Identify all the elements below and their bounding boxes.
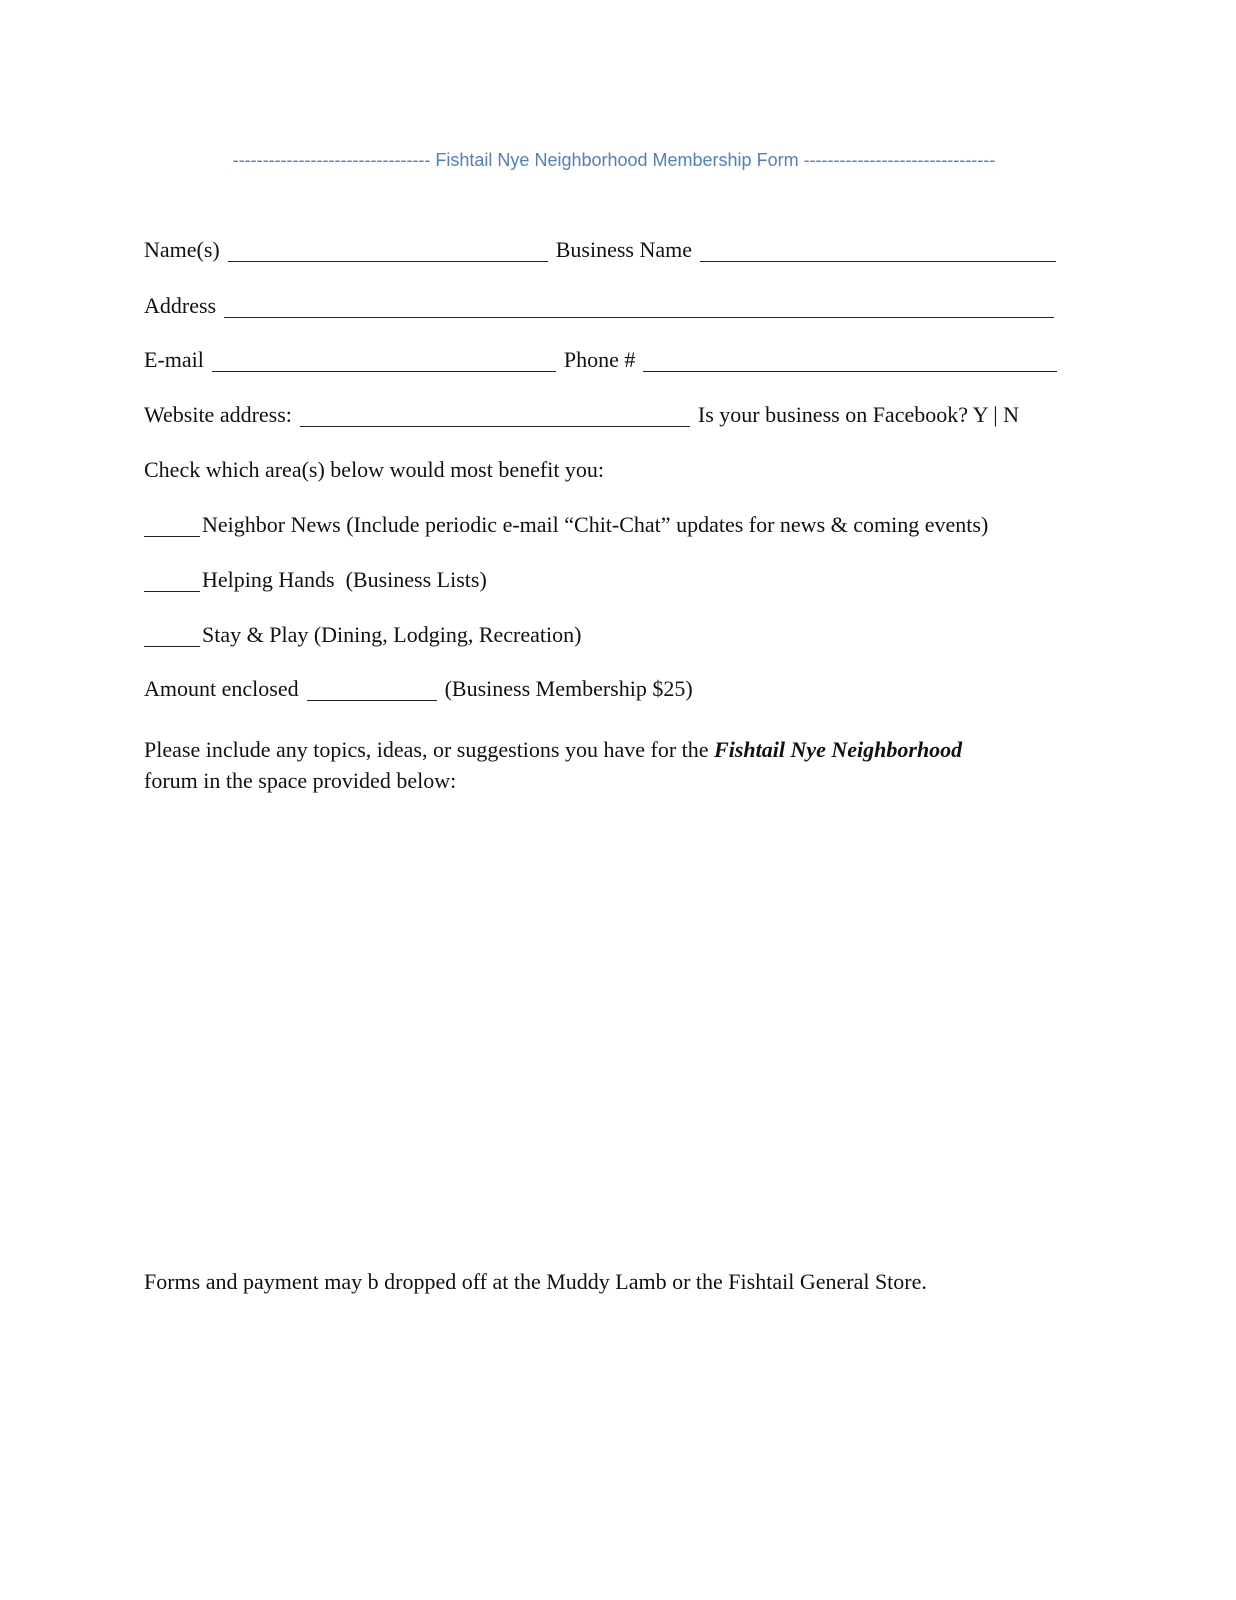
amount-field[interactable]: [307, 680, 437, 701]
form-title: --------------------------------- Fishtail Nye Neighborhood Membership Form --------------------------------: [232, 150, 996, 170]
phone-field[interactable]: [643, 351, 1057, 372]
website-row: [144, 401, 1090, 429]
business-name-field[interactable]: [700, 241, 1056, 262]
option-helping-hands: [144, 566, 1090, 594]
business-name-label: Business Name: [555, 237, 693, 262]
check-intro-row: [144, 456, 1090, 484]
email-field[interactable]: [212, 351, 556, 372]
footer-row: [144, 1268, 1090, 1296]
option-neighbor-news: [144, 511, 1090, 539]
amount-row: [144, 675, 1090, 703]
option-label: Stay & Play (Dining, Lodging, Recreation): [202, 622, 582, 647]
facebook-question[interactable]: Is your business on Facebook? Y | N: [697, 402, 1020, 427]
amount-label: Amount enclosed: [144, 676, 299, 701]
check-intro: Check which area(s) below would most benefit you:: [144, 457, 605, 482]
suggestions-instructions: [144, 734, 1076, 796]
contact-row: [144, 346, 1090, 374]
suggestions-text-after: forum in the space provided below:: [144, 768, 457, 793]
names-field[interactable]: [228, 241, 548, 262]
amount-note: (Business Membership $25): [444, 676, 693, 701]
suggestions-space[interactable]: [144, 812, 1076, 1242]
option-label: Helping Hands (Business Lists): [202, 567, 487, 592]
address-field[interactable]: [224, 297, 1054, 318]
option-stay-play: [144, 621, 1090, 649]
stay-play-checkbox[interactable]: [144, 626, 200, 647]
address-label: Address: [144, 293, 217, 318]
email-label: E-mail: [144, 347, 204, 372]
address-row: [144, 292, 1090, 320]
website-label: Website address:: [144, 402, 292, 427]
suggestions-text-before: Please include any topics, ideas, or suggestions you have for the: [144, 737, 709, 762]
names-row: [144, 236, 1090, 264]
phone-label: Phone #: [563, 347, 636, 372]
helping-hands-checkbox[interactable]: [144, 571, 200, 592]
website-field[interactable]: [300, 406, 690, 427]
neighbor-news-checkbox[interactable]: [144, 516, 200, 537]
names-label: Name(s): [144, 237, 220, 262]
forum-name: Fishtail Nye Neighborhood: [714, 737, 963, 762]
drop-off-note: Forms and payment may b dropped off at the Muddy Lamb or the Fishtail General Store.: [144, 1269, 927, 1294]
option-label: Neighbor News (Include periodic e-mail “Chit-Chat” updates for news & coming events): [202, 512, 989, 537]
